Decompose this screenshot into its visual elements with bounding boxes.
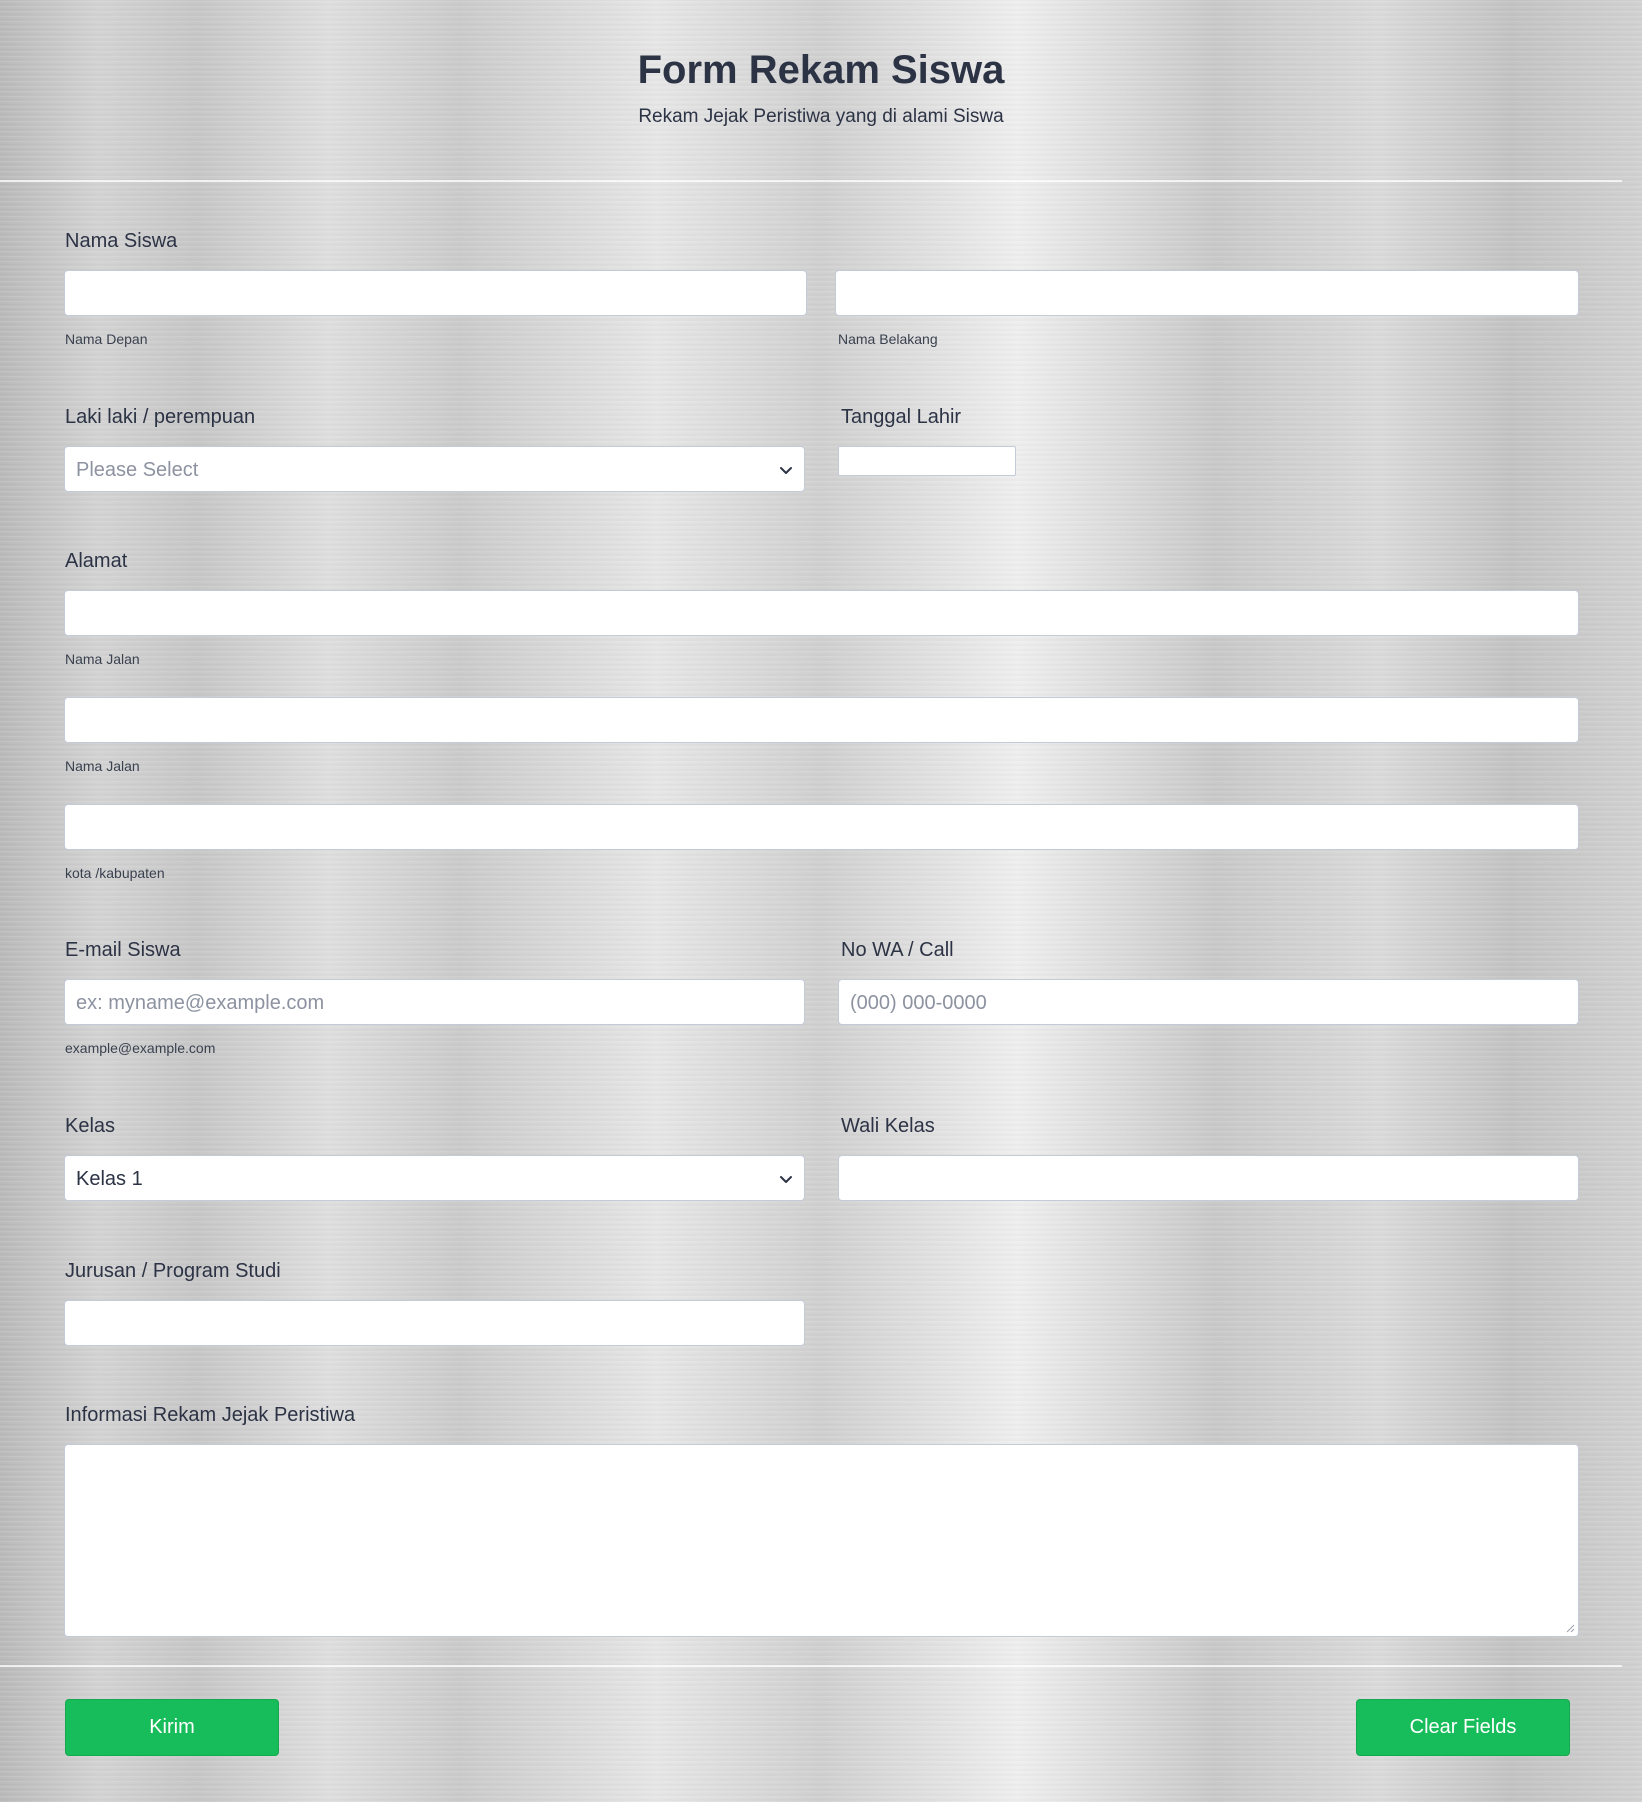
- address-line1-sublabel: Nama Jalan: [65, 651, 140, 667]
- last-name-sublabel: Nama Belakang: [838, 331, 938, 347]
- phone-field[interactable]: [838, 979, 1579, 1025]
- gender-select[interactable]: [64, 446, 805, 492]
- first-name-input[interactable]: [64, 270, 807, 316]
- kelas-select-value: Kelas 1: [76, 1168, 143, 1190]
- email-label: E-mail Siswa: [65, 939, 181, 961]
- tanggal-lahir-label: Tanggal Lahir: [841, 406, 962, 428]
- email-field[interactable]: [64, 979, 805, 1025]
- address-line2-sublabel: Nama Jalan: [65, 758, 140, 774]
- city-input[interactable]: [64, 804, 1579, 850]
- email-placeholder: ex: myname@example.com: [76, 992, 325, 1014]
- header-divider: [0, 180, 1622, 182]
- alamat-label: Alamat: [65, 550, 128, 572]
- last-name-input[interactable]: [835, 270, 1579, 316]
- jurusan-input[interactable]: [64, 1300, 805, 1346]
- clear-fields-button[interactable]: Clear Fields: [1356, 1699, 1570, 1756]
- chevron-down-icon: [778, 462, 794, 478]
- email-sublabel: example@example.com: [65, 1040, 216, 1056]
- wali-kelas-label: Wali Kelas: [841, 1115, 935, 1137]
- footer-divider: [0, 1665, 1622, 1667]
- page-title: Form Rekam Siswa: [637, 48, 1005, 92]
- jurusan-label: Jurusan / Program Studi: [65, 1260, 281, 1282]
- address-line2-input[interactable]: [64, 697, 1579, 743]
- first-name-sublabel: Nama Depan: [65, 331, 148, 347]
- nama-siswa-label: Nama Siswa: [65, 230, 178, 252]
- address-line1-input[interactable]: [64, 590, 1579, 636]
- wali-kelas-input[interactable]: [838, 1155, 1579, 1201]
- kelas-label: Kelas: [65, 1115, 116, 1137]
- phone-placeholder: (000) 000-0000: [850, 992, 987, 1014]
- birth-date-input[interactable]: [838, 446, 1016, 476]
- resize-grip-icon[interactable]: [1565, 1623, 1575, 1633]
- chevron-down-icon: [778, 1171, 794, 1187]
- phone-label: No WA / Call: [841, 939, 954, 961]
- submit-button[interactable]: Kirim: [65, 1699, 279, 1756]
- informasi-textarea[interactable]: [64, 1444, 1579, 1637]
- informasi-label: Informasi Rekam Jejak Peristiwa: [65, 1404, 356, 1426]
- page-subtitle: Rekam Jejak Peristiwa yang di alami Siswa: [638, 106, 1004, 127]
- city-sublabel: kota /kabupaten: [65, 865, 165, 881]
- gender-select-value: Please Select: [76, 459, 199, 481]
- gender-label: Laki laki / perempuan: [65, 406, 256, 428]
- kelas-select[interactable]: [64, 1155, 805, 1201]
